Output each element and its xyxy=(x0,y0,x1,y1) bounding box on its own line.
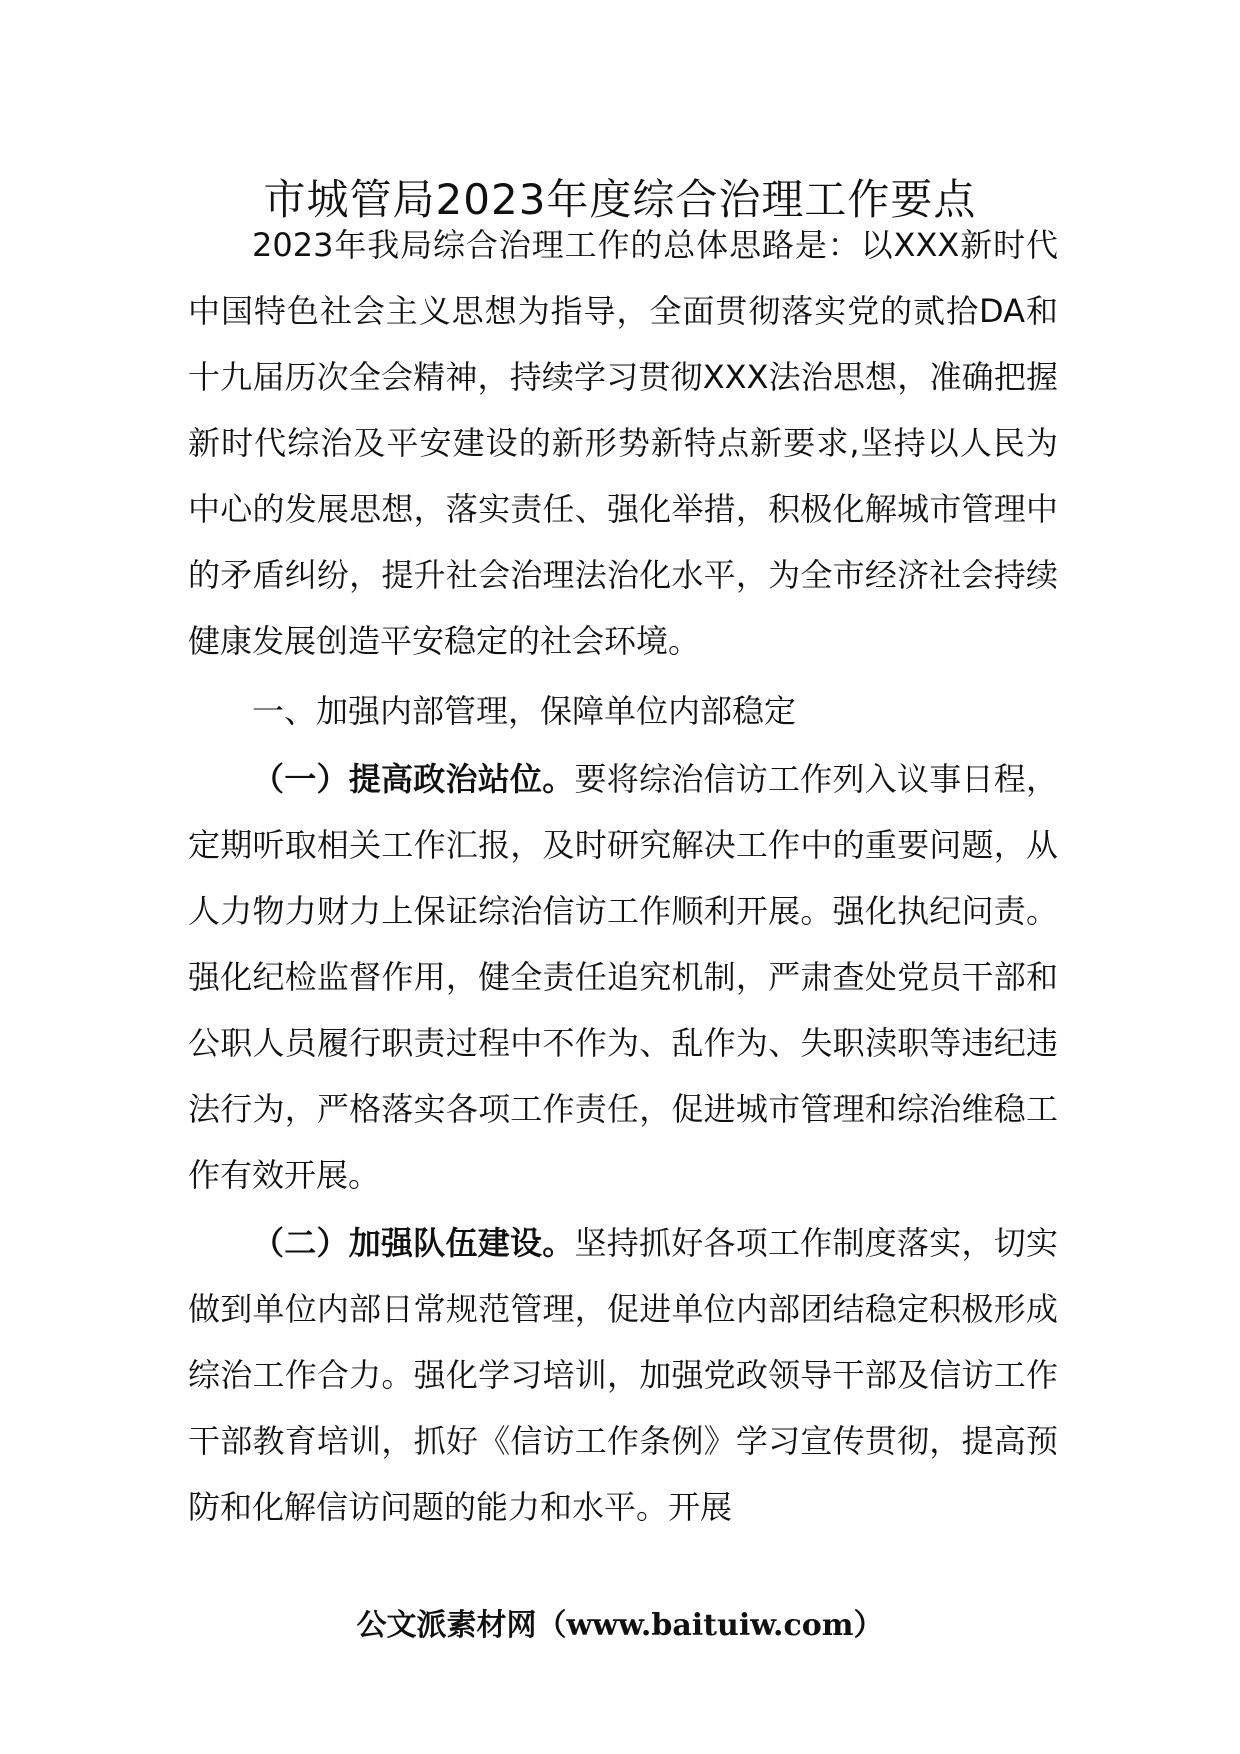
footer-watermark: 公文派素材网（www.baituiw.com） xyxy=(356,1608,884,1643)
item-lead-2: （二）加强队伍建设。 xyxy=(252,1224,575,1262)
item-paragraph-1 xyxy=(188,746,1058,1208)
section-heading-1: 一、加强内部管理，保障单位内部稳定 xyxy=(252,692,797,730)
item-paragraph-2 xyxy=(188,1210,1058,1540)
item-text-1: 要将综治信访工作列入议事日程，定期听取相关工作汇报，及时研究解决工作中的重要问题，从人力物力财力上保证综治信访工作顺利开展。强化执纪问责。强化纪检监督作用，健全责任追究机制，严肃查处党员干部和公职人员履行职责过程中不作为、乱作为、失职渎职等违纪违法行为，严格落实各项工作责任，促进城市管理和综治维稳工作有效开展。 xyxy=(188,760,1058,1194)
item-lead-1: （一）提高政治站位。 xyxy=(252,760,575,798)
document-body xyxy=(188,212,1058,1540)
document-title: 市城管局2023年度综合治理工作要点 xyxy=(263,175,977,224)
item-text-2: 坚持抓好各项工作制度落实，切实做到单位内部日常规范管理，促进单位内部团结稳定积极形成综治工作合力。强化学习培训，加强党政领导干部及信访工作干部教育培训，抓好《信访工作条例》学习宣传贯彻，提高预防和化解信访问题的能力和水平。开展 xyxy=(188,1224,1058,1526)
intro-paragraph: 2023年我局综合治理工作的总体思路是：以XXX新时代中国特色社会主义思想为指导，全面贯彻落实党的贰拾DA和十九届历次全会精神，持续学习贯彻XXX法治思想，准确把握新时代综治及平安建设的新形势新特点新要求,坚持以人民为中心的发展思想，落实责任、强化举措，积极化解城市管理中的矛盾纠纷，提升社会治理法治化水平，为全市经济社会持续健康发展创造平安稳定的社会环境。 xyxy=(188,226,1058,660)
